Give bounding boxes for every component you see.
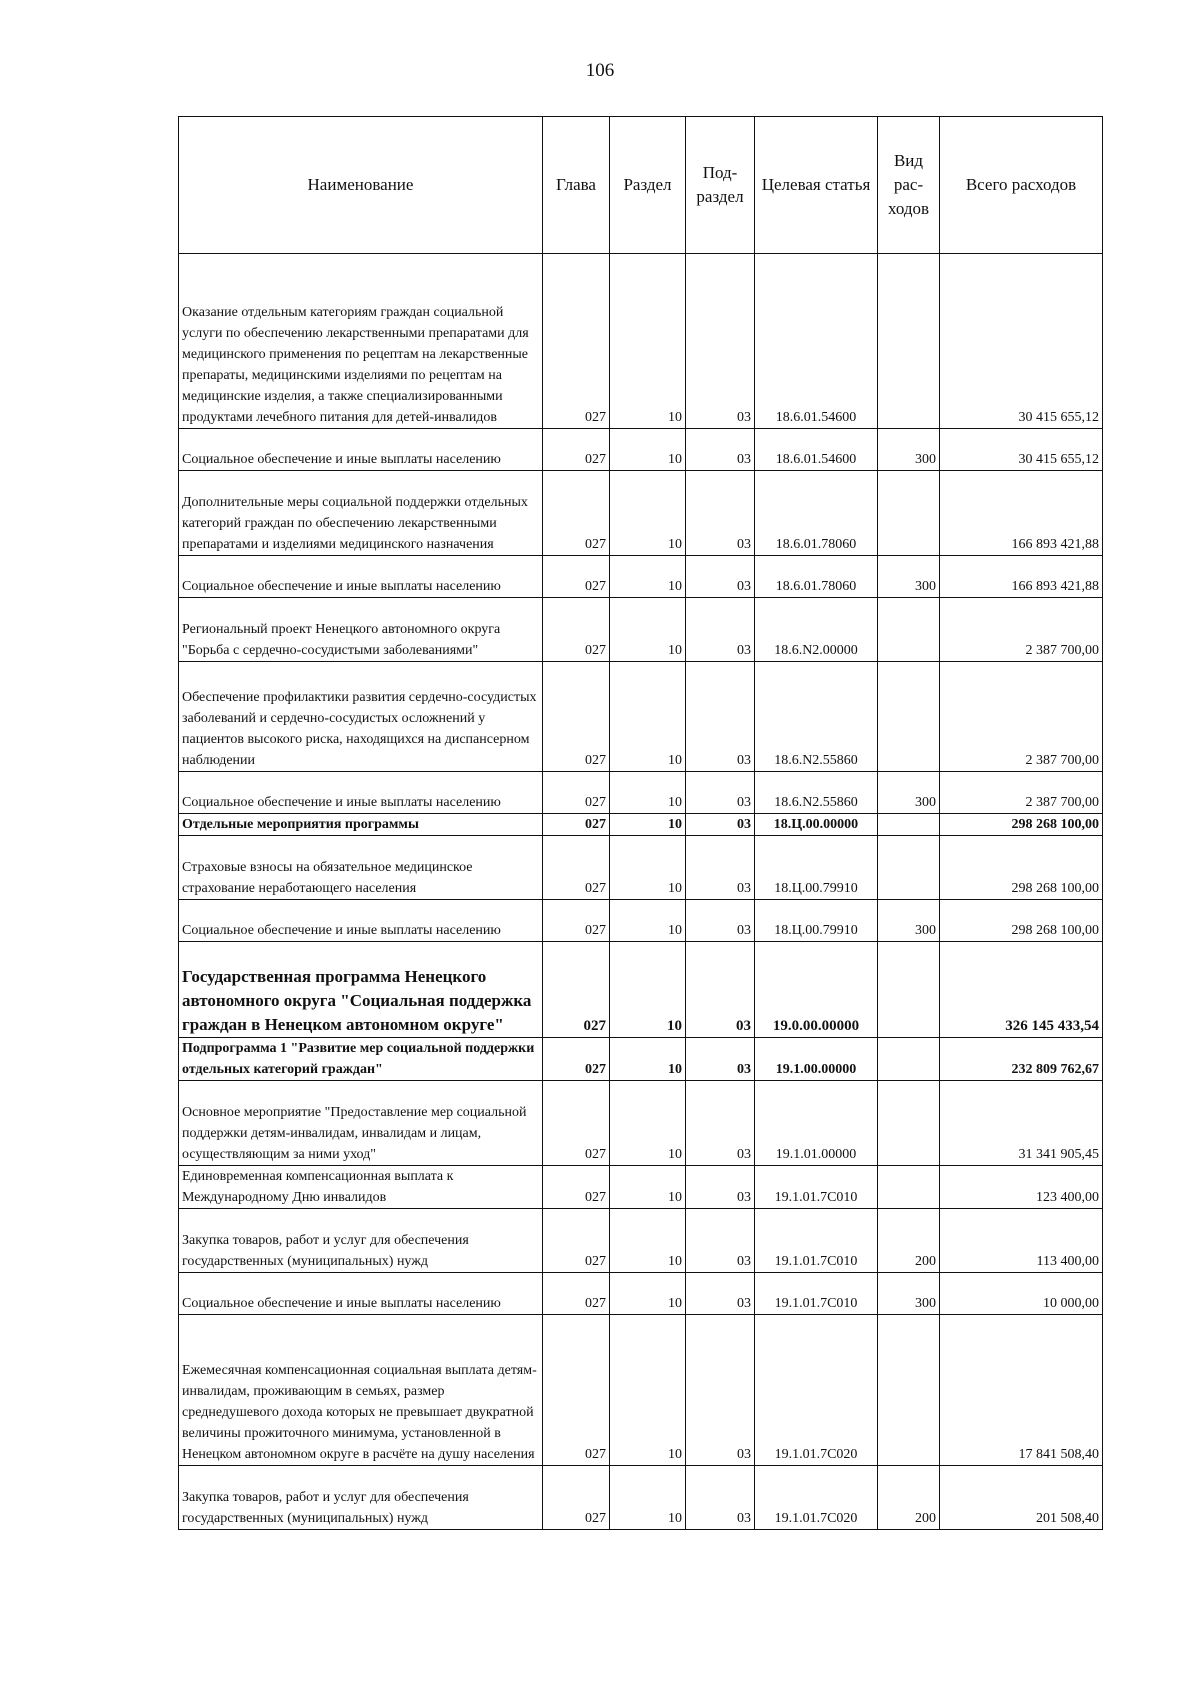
row-total: 31 341 905,45 xyxy=(940,1081,1103,1166)
row-article: 19.1.00.00000 xyxy=(755,1038,878,1081)
row-subsection: 03 xyxy=(686,662,755,772)
table-row xyxy=(179,1315,1103,1466)
row-subsection: 03 xyxy=(686,836,755,900)
row-subsection: 03 xyxy=(686,1081,755,1166)
row-chapter: 027 xyxy=(543,1166,610,1209)
header-section: Раздел xyxy=(610,117,686,254)
row-section: 10 xyxy=(610,254,686,429)
page-number: 106 xyxy=(585,60,615,81)
row-article: 19.1.01.7С020 xyxy=(755,1466,878,1530)
table-row xyxy=(179,942,1103,1038)
row-type: 200 xyxy=(878,1466,940,1530)
header-total: Всего расходов xyxy=(940,117,1103,254)
row-section: 10 xyxy=(610,1466,686,1530)
table-row xyxy=(179,1466,1103,1530)
row-section: 10 xyxy=(610,1273,686,1315)
row-type xyxy=(878,598,940,662)
row-subsection: 03 xyxy=(686,471,755,556)
row-section: 10 xyxy=(610,429,686,471)
row-total: 123 400,00 xyxy=(940,1166,1103,1209)
row-section: 10 xyxy=(610,1315,686,1466)
row-name: Социальное обеспечение и иные выплаты населению xyxy=(179,1273,543,1315)
row-type xyxy=(878,1315,940,1466)
row-chapter: 027 xyxy=(543,942,610,1038)
row-total: 2 387 700,00 xyxy=(940,662,1103,772)
table-row xyxy=(179,471,1103,556)
row-name: Единовременная компенсационная выплата к Международному Дню инвалидов xyxy=(179,1166,543,1209)
row-name: Социальное обеспечение и иные выплаты населению xyxy=(179,429,543,471)
header-name: Наименование xyxy=(179,117,543,254)
row-total: 298 268 100,00 xyxy=(940,836,1103,900)
row-type xyxy=(878,662,940,772)
row-chapter: 027 xyxy=(543,662,610,772)
row-type: 200 xyxy=(878,1209,940,1273)
row-chapter: 027 xyxy=(543,598,610,662)
row-type xyxy=(878,1166,940,1209)
table-row xyxy=(179,1166,1103,1209)
row-chapter: 027 xyxy=(543,556,610,598)
row-total: 30 415 655,12 xyxy=(940,254,1103,429)
header-target-article: Целевая статья xyxy=(755,117,878,254)
table-row xyxy=(179,429,1103,471)
row-type xyxy=(878,814,940,836)
row-name: Закупка товаров, работ и услуг для обеспечения государственных (муниципальных) нужд xyxy=(179,1209,543,1273)
row-type xyxy=(878,471,940,556)
table-row xyxy=(179,772,1103,814)
row-name: Страховые взносы на обязательное медицинское страхование неработающего населения xyxy=(179,836,543,900)
row-article: 19.1.01.7С010 xyxy=(755,1273,878,1315)
row-subsection: 03 xyxy=(686,1315,755,1466)
row-subsection: 03 xyxy=(686,598,755,662)
header-subsection: Под-раздел xyxy=(686,117,755,254)
row-name: Отдельные мероприятия программы xyxy=(179,814,543,836)
row-article: 19.1.01.7С010 xyxy=(755,1166,878,1209)
row-article: 19.1.01.7С010 xyxy=(755,1209,878,1273)
row-chapter: 027 xyxy=(543,1038,610,1081)
row-type xyxy=(878,836,940,900)
row-section: 10 xyxy=(610,1081,686,1166)
row-total: 326 145 433,54 xyxy=(940,942,1103,1038)
row-name: Дополнительные меры социальной поддержки отдельных категорий граждан по обеспечению лекарственными препаратами и изделиями медицинского назначения xyxy=(179,471,543,556)
row-chapter: 027 xyxy=(543,1273,610,1315)
row-article: 18.Ц.00.00000 xyxy=(755,814,878,836)
row-article: 18.6.01.54600 xyxy=(755,429,878,471)
row-chapter: 027 xyxy=(543,471,610,556)
row-section: 10 xyxy=(610,814,686,836)
row-chapter: 027 xyxy=(543,1466,610,1530)
row-article: 18.6.01.54600 xyxy=(755,254,878,429)
row-name: Социальное обеспечение и иные выплаты населению xyxy=(179,772,543,814)
row-chapter: 027 xyxy=(543,429,610,471)
row-article: 18.6.N2.55860 xyxy=(755,772,878,814)
row-type: 300 xyxy=(878,429,940,471)
row-section: 10 xyxy=(610,836,686,900)
row-type: 300 xyxy=(878,900,940,942)
row-type xyxy=(878,1081,940,1166)
table-row xyxy=(179,662,1103,772)
row-name: Основное мероприятие "Предоставление мер социальной поддержки детям-инвалидам, инвалидам и лицам, осуществляющим за ними уход" xyxy=(179,1081,543,1166)
row-chapter: 027 xyxy=(543,900,610,942)
row-article: 18.Ц.00.79910 xyxy=(755,836,878,900)
row-total: 232 809 762,67 xyxy=(940,1038,1103,1081)
row-name: Региональный проект Ненецкого автономного округа "Борьба с сердечно-сосудистыми заболеваниями" xyxy=(179,598,543,662)
row-total: 166 893 421,88 xyxy=(940,471,1103,556)
row-name: Обеспечение профилактики развития сердечно-сосудистых заболеваний и сердечно-сосудистых осложнений у пациентов высокого риска, находящихся на диспансерном наблюдении xyxy=(179,662,543,772)
row-section: 10 xyxy=(610,471,686,556)
row-article: 18.6.N2.00000 xyxy=(755,598,878,662)
row-chapter: 027 xyxy=(543,1209,610,1273)
row-article: 19.1.01.7С020 xyxy=(755,1315,878,1466)
row-subsection: 03 xyxy=(686,814,755,836)
row-subsection: 03 xyxy=(686,429,755,471)
table-row xyxy=(179,556,1103,598)
header-expense-type: Вид рас-ходов xyxy=(878,117,940,254)
row-section: 10 xyxy=(610,1038,686,1081)
row-subsection: 03 xyxy=(686,900,755,942)
row-name: Ежемесячная компенсационная социальная выплата детям-инвалидам, проживающим в семьях, размер среднедушевого дохода которых не превышает двукратной величины прожиточного минимума, установленной в Ненецком автономном округе в расчёте на душу населения xyxy=(179,1315,543,1466)
row-section: 10 xyxy=(610,1166,686,1209)
row-subsection: 03 xyxy=(686,556,755,598)
row-name: Закупка товаров, работ и услуг для обеспечения государственных (муниципальных) нужд xyxy=(179,1466,543,1530)
row-section: 10 xyxy=(610,1209,686,1273)
row-chapter: 027 xyxy=(543,1081,610,1166)
row-name: Государственная программа Ненецкого автономного округа "Социальная поддержка граждан в Ненецком автономном округе" xyxy=(179,942,543,1038)
row-name: Социальное обеспечение и иные выплаты населению xyxy=(179,556,543,598)
row-article: 19.1.01.00000 xyxy=(755,1081,878,1166)
row-name: Подпрограмма 1 "Развитие мер социальной поддержки отдельных категорий граждан" xyxy=(179,1038,543,1081)
row-type xyxy=(878,1038,940,1081)
row-total: 2 387 700,00 xyxy=(940,772,1103,814)
row-section: 10 xyxy=(610,662,686,772)
row-total: 113 400,00 xyxy=(940,1209,1103,1273)
row-name: Оказание отдельным категориям граждан социальной услуги по обеспечению лекарственными препаратами для медицинского применения по рецептам на лекарственные препараты, медицинскими изделиями по рецептам на медицинские изделия, а также специализированными продуктами лечебного питания для детей-инвалидов xyxy=(179,254,543,429)
row-chapter: 027 xyxy=(543,1315,610,1466)
row-total: 201 508,40 xyxy=(940,1466,1103,1530)
row-total: 10 000,00 xyxy=(940,1273,1103,1315)
row-article: 18.6.01.78060 xyxy=(755,471,878,556)
row-subsection: 03 xyxy=(686,1209,755,1273)
row-subsection: 03 xyxy=(686,254,755,429)
row-type: 300 xyxy=(878,772,940,814)
row-name: Социальное обеспечение и иные выплаты населению xyxy=(179,900,543,942)
row-total: 17 841 508,40 xyxy=(940,1315,1103,1466)
table-row xyxy=(179,1209,1103,1273)
row-section: 10 xyxy=(610,900,686,942)
table-row xyxy=(179,1038,1103,1081)
row-section: 10 xyxy=(610,772,686,814)
table-row xyxy=(179,836,1103,900)
row-article: 18.Ц.00.79910 xyxy=(755,900,878,942)
row-chapter: 027 xyxy=(543,254,610,429)
table-row xyxy=(179,900,1103,942)
row-subsection: 03 xyxy=(686,1038,755,1081)
row-total: 30 415 655,12 xyxy=(940,429,1103,471)
row-type: 300 xyxy=(878,1273,940,1315)
row-type: 300 xyxy=(878,556,940,598)
row-article: 18.6.N2.55860 xyxy=(755,662,878,772)
row-article: 19.0.00.00000 xyxy=(755,942,878,1038)
row-chapter: 027 xyxy=(543,772,610,814)
table-row xyxy=(179,254,1103,429)
row-chapter: 027 xyxy=(543,814,610,836)
table-row xyxy=(179,1273,1103,1315)
row-section: 10 xyxy=(610,598,686,662)
row-subsection: 03 xyxy=(686,1466,755,1530)
row-total: 298 268 100,00 xyxy=(940,900,1103,942)
row-total: 166 893 421,88 xyxy=(940,556,1103,598)
row-type xyxy=(878,942,940,1038)
row-chapter: 027 xyxy=(543,836,610,900)
row-type xyxy=(878,254,940,429)
row-article: 18.6.01.78060 xyxy=(755,556,878,598)
row-subsection: 03 xyxy=(686,772,755,814)
row-subsection: 03 xyxy=(686,1273,755,1315)
row-total: 2 387 700,00 xyxy=(940,598,1103,662)
row-subsection: 03 xyxy=(686,942,755,1038)
table-header-row xyxy=(179,117,1103,254)
row-section: 10 xyxy=(610,942,686,1038)
budget-table xyxy=(178,116,1103,1530)
row-subsection: 03 xyxy=(686,1166,755,1209)
row-section: 10 xyxy=(610,556,686,598)
table-row xyxy=(179,1081,1103,1166)
row-total: 298 268 100,00 xyxy=(940,814,1103,836)
table-row xyxy=(179,598,1103,662)
header-chapter: Глава xyxy=(543,117,610,254)
table-row xyxy=(179,814,1103,836)
